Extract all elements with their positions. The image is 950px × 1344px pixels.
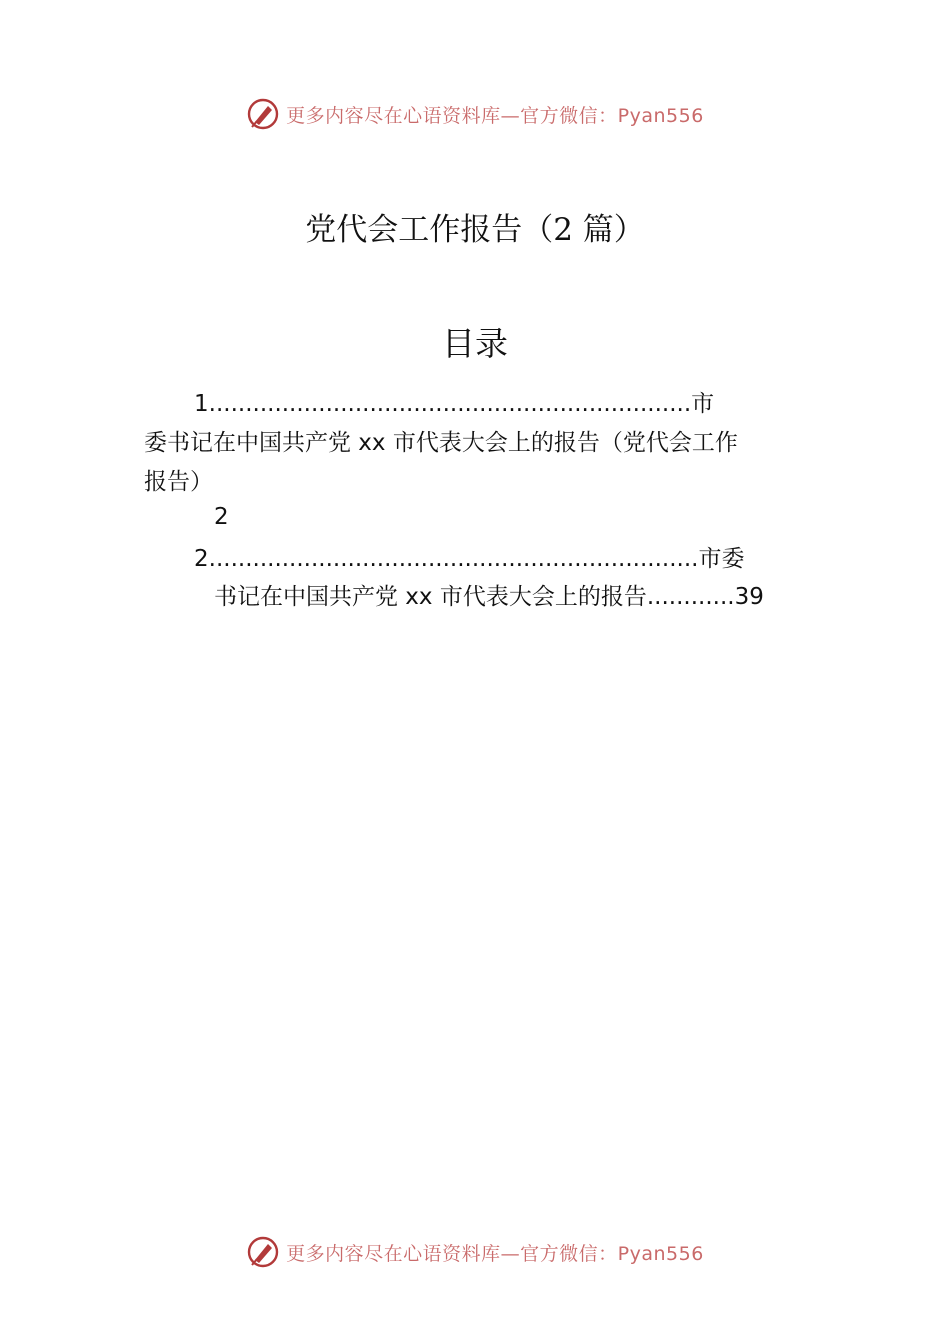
document-title: 党代会工作报告（2 篇） bbox=[305, 212, 645, 248]
toc-entry-1-line3[interactable]: 报告） bbox=[144, 469, 213, 495]
pen-nib-logo-icon bbox=[246, 97, 280, 131]
toc-entry-1-title-start: 市 bbox=[691, 391, 715, 417]
toc-entry-1-page[interactable]: 2 bbox=[214, 504, 229, 530]
toc-entry-2-line2[interactable] bbox=[214, 583, 764, 611]
header-banner bbox=[0, 94, 950, 134]
toc-entry-2-leader: ................................................................... bbox=[208, 546, 699, 572]
banner-text bbox=[286, 1239, 704, 1266]
toc-entry-1-line2[interactable]: 委书记在中国共产党 xx 市代表大会上的报告（党代会工作 bbox=[144, 430, 738, 456]
toc-entry-2-title-start: 市委 bbox=[698, 546, 745, 572]
toc-heading: 目录 bbox=[442, 324, 508, 363]
banner-text bbox=[286, 101, 704, 128]
toc-entry-2-line1[interactable] bbox=[194, 545, 744, 573]
banner-wechat-id: Pyan556 bbox=[617, 1242, 704, 1265]
toc-entry-2-leader-2: ............ bbox=[646, 584, 735, 610]
banner-label: 更多内容尽在心语资料库—官方微信： bbox=[286, 1242, 618, 1265]
toc-entry-1-leader: .................................................................. bbox=[208, 391, 692, 417]
toc-entry-2-page: 39 bbox=[734, 584, 764, 610]
toc-entry-2-number: 2 bbox=[194, 546, 209, 572]
toc-entry-1-number: 1 bbox=[194, 391, 209, 417]
banner-label: 更多内容尽在心语资料库—官方微信： bbox=[286, 104, 618, 127]
footer-banner bbox=[0, 1232, 950, 1272]
pen-nib-logo-icon bbox=[246, 1235, 280, 1269]
toc-entry-1-line1[interactable] bbox=[194, 390, 714, 418]
toc-entry-2-title-rest: 书记在中国共产党 xx 市代表大会上的报告 bbox=[214, 584, 647, 610]
banner-wechat-id: Pyan556 bbox=[617, 104, 704, 127]
